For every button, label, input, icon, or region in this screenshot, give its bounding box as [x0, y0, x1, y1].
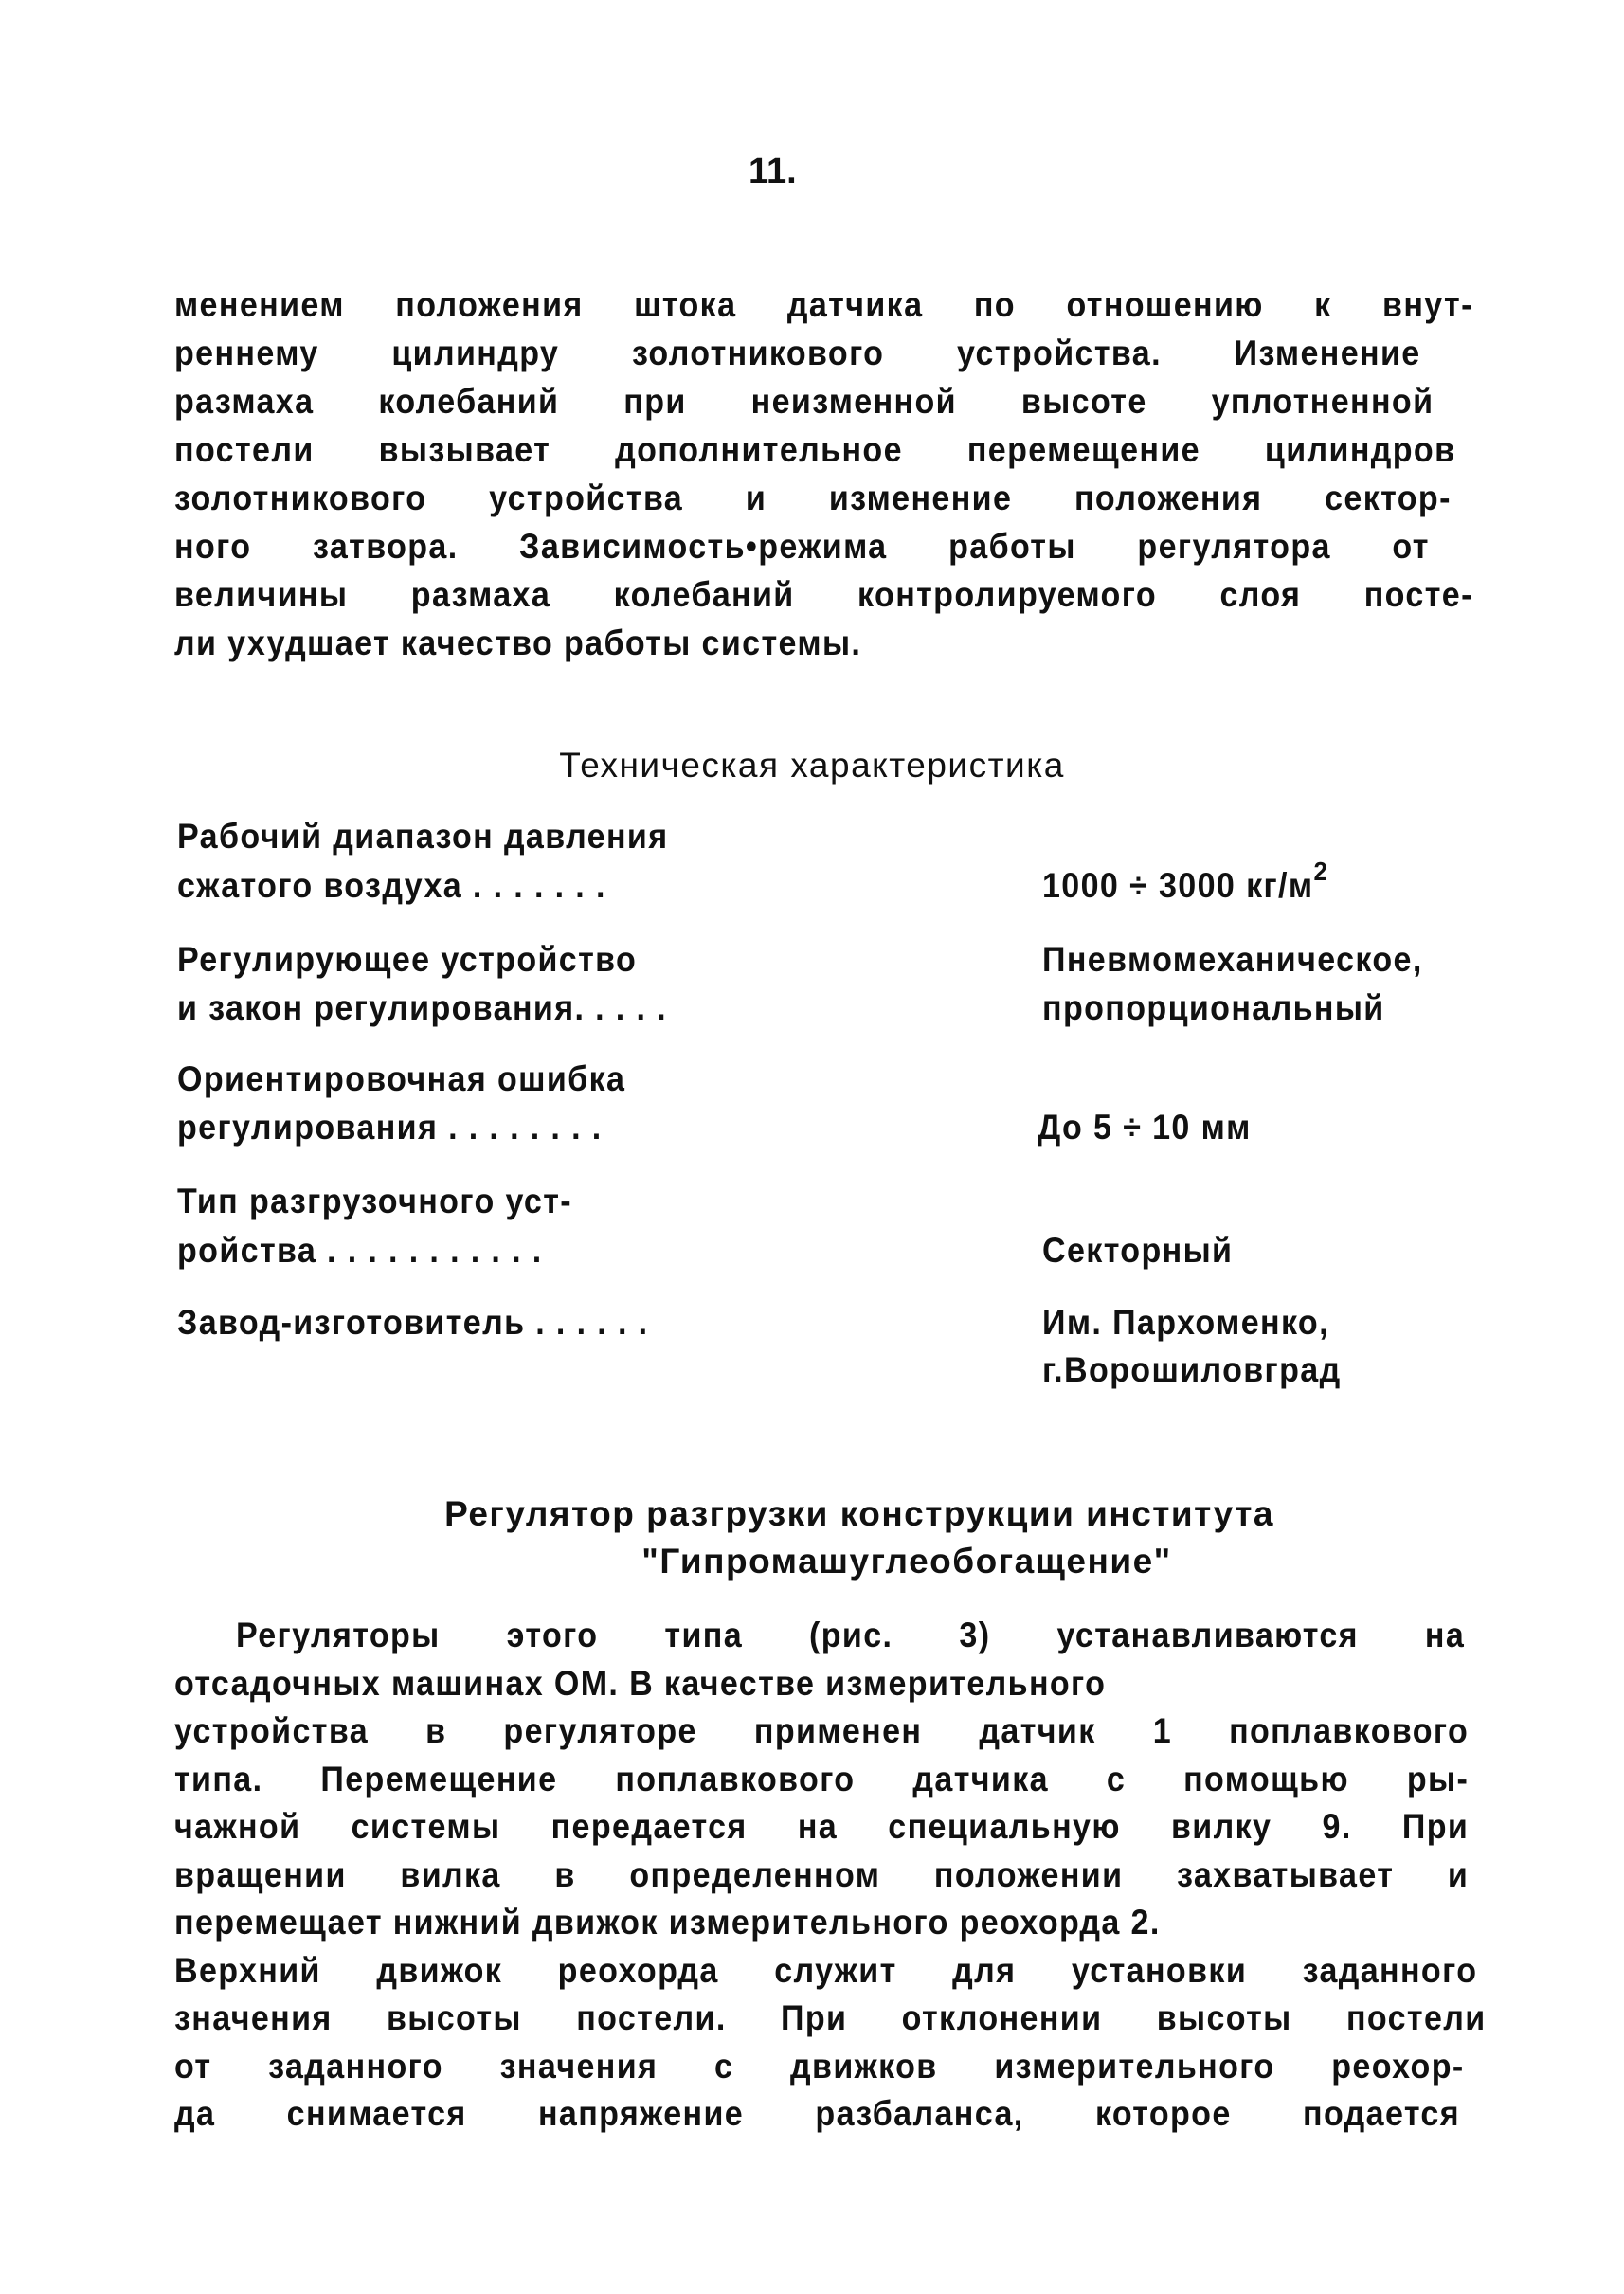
spec-value: До 5 ÷ 10 мм [1038, 1108, 1252, 1147]
paragraph-line: ли ухудшает качество работы системы. [174, 623, 862, 662]
page-number: 11. [749, 152, 797, 191]
spec-label-text: Завод-изготовитель [177, 1303, 526, 1342]
dot-leader: . . . . . . . . . . . [327, 1231, 543, 1270]
paragraph-line: реннему цилиндру золотникового устройства. Изменение [174, 334, 1421, 372]
spec-label [177, 1302, 648, 1344]
paragraph-line: вращении вилка в определенном положении захватывает и [174, 1855, 1470, 1894]
paragraph-line: Регуляторы этого типа (рис. 3) устанавливаются на [236, 1616, 1466, 1654]
paragraph-line: ного затвора. Зависимость•режима работы регулятора от [174, 527, 1430, 566]
paragraph-line: размаха колебаний при неизменной высоте уплотненной [174, 382, 1435, 421]
spec-label [177, 1107, 603, 1148]
paragraph-line: Верхний движок реохорда служит для установки заданного [174, 1951, 1478, 1990]
spec-value: г.Ворошиловград [1042, 1350, 1342, 1389]
spec-value [1042, 857, 1329, 910]
paragraph-line: отсадочных машинах ОМ. В качестве измерительного [174, 1664, 1107, 1703]
section-heading-line: "Гипромашуглеобогащение" [641, 1542, 1172, 1581]
spec-label-text: сжатого воздуха [177, 866, 463, 905]
paragraph-line: да снимается напряжение разбаланса, которое подается [174, 2094, 1460, 2133]
paragraph-line: менением положения штока датчика по отношению к внут- [174, 285, 1473, 324]
section-heading-line: Регулятор разгрузки конструкции института [444, 1494, 1274, 1533]
spec-label [177, 987, 667, 1029]
spec-label-text: и закон регулирования. [177, 988, 586, 1027]
paragraph-line: от заданного значения с движков измерительного реохор- [174, 2047, 1465, 2086]
paragraph-line: значения высоты постели. При отклонении высоты постели [174, 1998, 1487, 2037]
spec-value: Пневмомеханическое, [1042, 940, 1423, 979]
paragraph-line: величины размаха колебаний контролируемого слоя посте- [174, 575, 1473, 614]
spec-label: Тип разгрузочного уст- [177, 1182, 573, 1220]
spec-value: Секторный [1042, 1231, 1234, 1270]
spec-label [177, 865, 606, 907]
paragraph-line: чажной системы передается на специальную вилку 9. При [174, 1807, 1470, 1846]
paragraph-line: золотникового устройства и изменение положения сектор- [174, 479, 1452, 517]
spec-label: Рабочий диапазон давления [177, 817, 669, 856]
spec-value-text: 1000 ÷ 3000 кг/м [1042, 866, 1314, 905]
spec-value: Им. Пархоменко, [1042, 1303, 1329, 1342]
spec-label [177, 1230, 543, 1272]
paragraph-line: постели вызывает дополнительное перемещение цилиндров [174, 430, 1456, 469]
spec-value: пропорциональный [1042, 988, 1385, 1027]
spec-label-text: регулирования [177, 1108, 439, 1147]
dot-leader: . . . . [595, 988, 667, 1027]
paragraph-line: типа. Перемещение поплавкового датчика с помощью ры- [174, 1760, 1470, 1798]
spec-label-text: ройства [177, 1231, 317, 1270]
spec-heading: Техническая характеристика [559, 746, 1065, 785]
spec-label: Ориентировочная ошибка [177, 1059, 626, 1098]
dot-leader: . . . . . . . . [448, 1108, 603, 1147]
paragraph-line: устройства в регуляторе применен датчик 1 поплавкового [174, 1711, 1470, 1750]
dot-leader: . . . . . . . [472, 866, 606, 905]
paragraph-line: перемещает нижний движок измерительного реохорда 2. [174, 1903, 1161, 1942]
superscript: 2 [1313, 857, 1329, 886]
spec-label: Регулирующее устройство [177, 940, 638, 979]
dot-leader: . . . . . . [535, 1303, 649, 1342]
